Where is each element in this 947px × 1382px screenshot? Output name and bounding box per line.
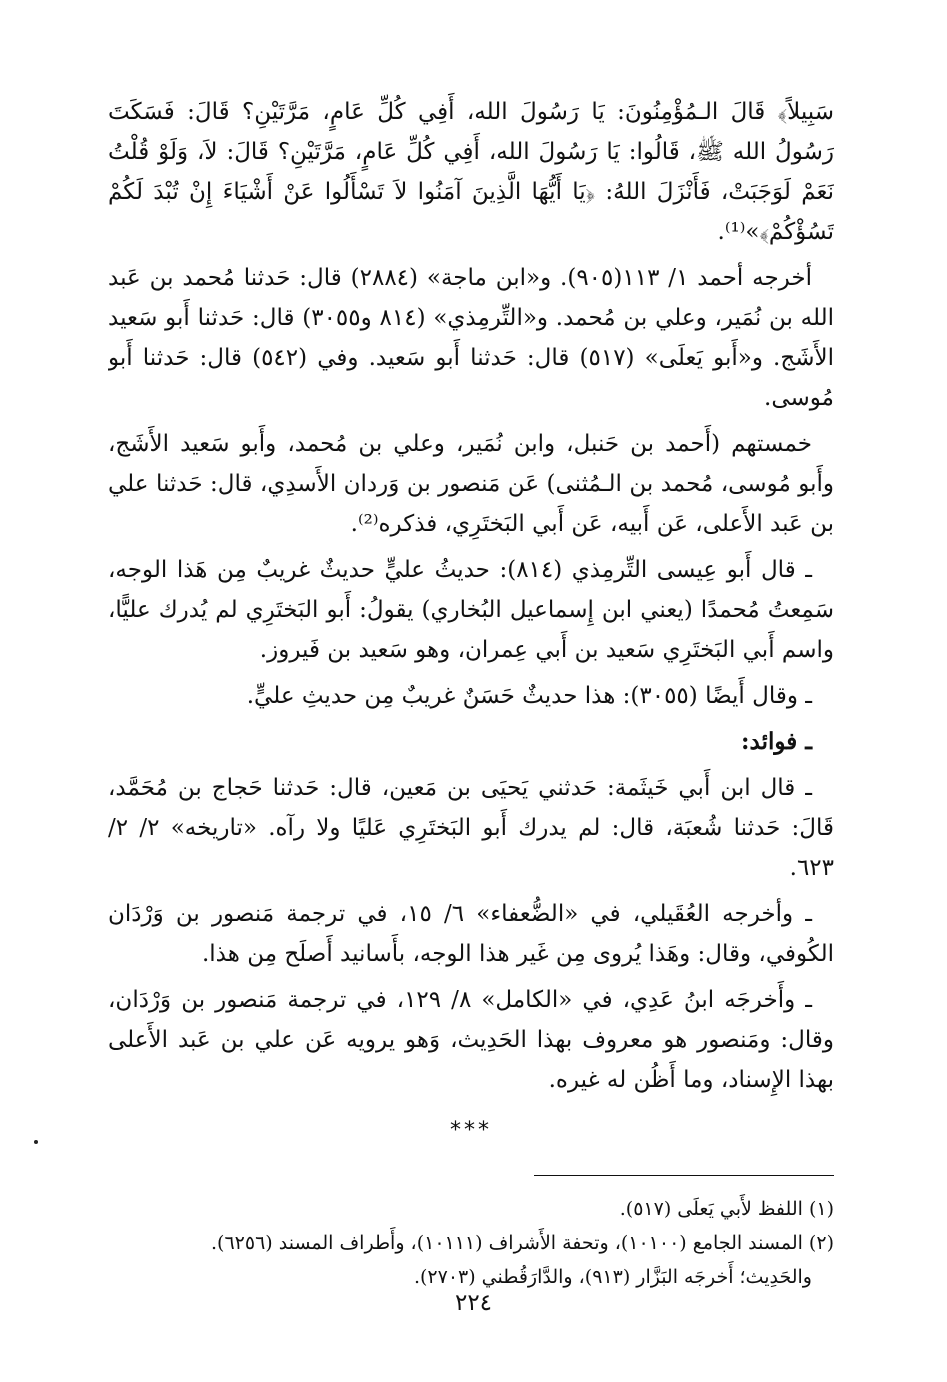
paragraph-ibn-adi: ـ وأَخرجَه ابنُ عَدِي، في «الكامل» ٨/ ١٢٩، في ترجمة مَنصور بن وَرْدَان، وقال: ومَنصور هو معروف بهذا الحَدِيث، وَهو يرويه عَن علي بن عَبد الأَعلى بهذا الإِسناد، وما أَظُن له غيره. [108,987,834,1093]
footnote-2: (٢) المسند الجامع (١٠١٠٠)، وتحفة الأَشراف (١٠١١١)، وأَطراف المسند (٦٢٥٦). [211,1232,834,1254]
paragraph-uqayli: ـ وأخرجه العُقَيلي، في «الضُّعفاء» ٦/ ١٥، في ترجمة مَنصور بن وَرْدَان الكُوفي، وقال: وهَذا يُروى مِن غَير هذا الوجه، بأَسانيد أَصلَح مِن هذا. [108,901,834,967]
footnote-1: (١) اللفظ لأَبي يَعلَى (٥١٧). [619,1198,834,1220]
paragraph-isnad: خمستهم (أَحمد بن حَنبل، وابن نُمَير، وعلي بن مُحمد، وأَبو سَعيد الأَشَج، وأَبو مُوسى، مُحمد بن الـمُثنى) عَن مَنصور بن وَردان الأَسدِي، قال: حَدثنا علي بن عَبد الأَعلى، عَن أَبيه، عَن أَبي البَختَرِي، فذكره⁽²⁾. [108,431,834,537]
paragraph-ibn-abi-khaythama: ـ قال ابن أَبي خَيثَمة: حَدثني يَحيَى بن مَعين، قال: حَدثنا حَجاج بن مُحَمَّد، قَالَ: حَدثنا شُعبَة، قال: لم يدرك أَبو البَختَرِي عَليًا ولا رآه. «تاريخه» ٢/ ٢/ ٦٢٣. [108,775,834,881]
main-text [108,92,834,1100]
paragraph-hadith-text: سَبِيلاً﴾ قَالَ الـمُؤْمِنُونَ: يَا رَسُولَ الله، أَفِي كُلِّ عَامٍ، مَرَّتَيْنِ؟ قَالَ: فَسَكَتَ رَسُولُ الله ﷺ، قَالُوا: يَا رَسُولَ الله، أَفِي كُلِّ عَامٍ، مَرَّتَيْنِ؟ قَالَ: لاَ، وَلَوْ قُلْتُ نَعَمْ لَوَجَبَتْ، فَأَنْزَلَ اللهُ: ﴿يَا أَيُّهَا الَّذِينَ آمَنُوا لاَ تَسْأَلُوا عَنْ أَشْيَاءَ إِنْ تُبْدَ لَكُمْ تَسُؤْكُمْ﴾»⁽¹⁾. [108,99,834,245]
page-number: ٢٢٤ [454,1290,493,1316]
paragraph-takhrij: أخرجه أحمد ١/ ١١٣(٩٠٥). و«ابن ماجة» (٢٨٨٤) قال: حَدثنا مُحمد بن عَبد الله بن نُمَير، وعلي بن مُحمد. و«التِّرمِذي» (٨١٤ و٣٠٥٥) قال: حَدثنا أَبو سَعيد الأَشَج. و«أَبو يَعلَى» (٥١٧) قال: حَدثنا أَبو سَعيد. وفي (٥٤٢) قال: حَدثنا أَبو مُوسى. [108,265,834,411]
paragraph-tirmidhi-comment: ـ قال أَبو عِيسى التِّرمِذي (٨١٤): حديثُ عليٍّ حديثٌ غريبٌ مِن هَذا الوجه، سَمِعتُ مُحمدًا (يعني ابن إِسماعيل البُخاري) يقولُ: أَبو البَختَرِي لم يُدرك عليًّا، واسم أَبي البَختَرِي سَعيد بن أَبي عِمران، وهو سَعيد بن فَيروز. [108,557,834,663]
book-page [108,92,834,1382]
section-heading-fawaid: ـ فوائد: [741,728,812,755]
section-separator: *** [450,1118,492,1143]
footnotes [108,1192,834,1294]
footnote-divider [534,1175,834,1176]
paragraph-tirmidhi-comment-2: ـ وقال أَيضًا (٣٠٥٥): هذا حديثٌ حَسَنٌ غريبٌ مِن حديثِ عليٍّ. [246,683,812,709]
margin-dot [34,1140,38,1144]
footnote-2-continuation: والحَدِيث؛ أَخرجَه البَزَّار (٩١٣)، والدَّارَقُطني (٢٧٠٣). [413,1266,812,1288]
